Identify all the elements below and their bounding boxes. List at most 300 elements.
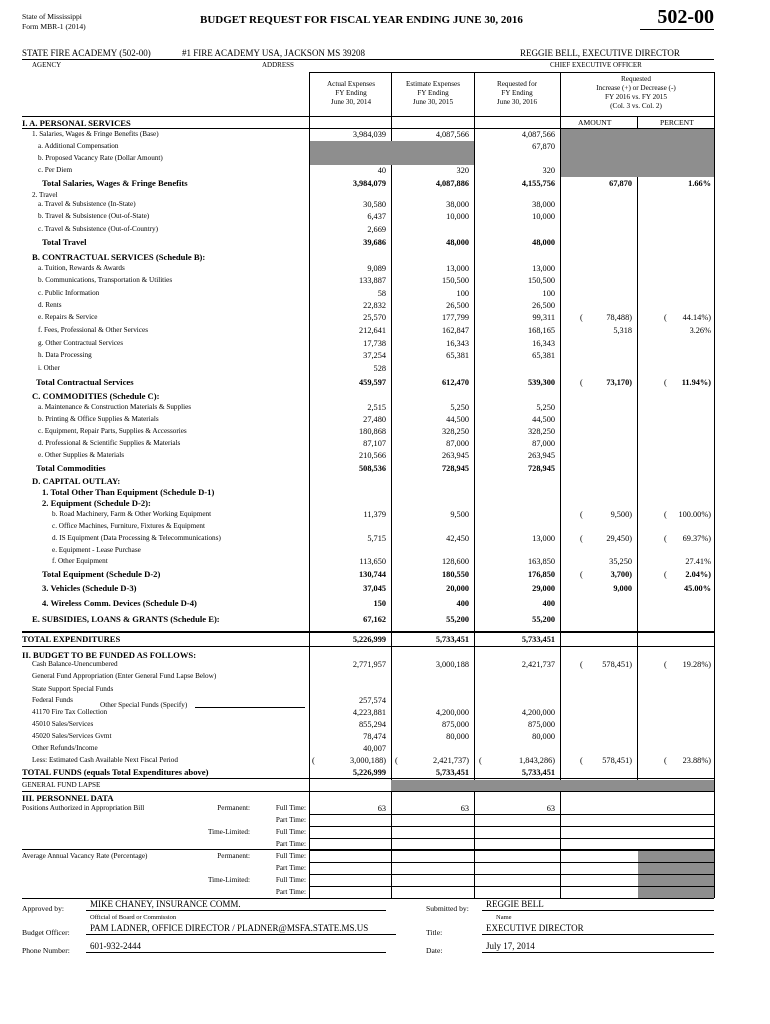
row-label: TOTAL FUNDS (equals Total Expenditures above): [22, 767, 209, 777]
paren-open: (: [580, 660, 583, 669]
row-label: b. Proposed Vacancy Rate (Dollar Amount): [38, 154, 163, 162]
cell-actual: 78,474: [363, 732, 386, 741]
budget-row: [22, 275, 714, 286]
cell-estimate: 177,799: [442, 313, 469, 322]
cell-requested: 100: [542, 289, 555, 298]
row-label: 45010 Sales/Services: [32, 720, 94, 728]
agency-name: STATE FIRE ACADEMY (502-00): [22, 48, 151, 58]
cell-estimate: 150,500: [442, 276, 469, 285]
row-label: 45020 Sales/Services Gvmt: [32, 732, 112, 740]
cell-actual: 212,641: [359, 326, 386, 335]
budget-row: [22, 338, 714, 349]
cell-estimate: 320: [456, 166, 469, 175]
cell-actual: 528: [373, 364, 386, 373]
budget-row: [22, 755, 714, 766]
cell-estimate: 48,000: [446, 238, 469, 247]
row-label: a. Tuition, Rewards & Awards: [38, 264, 125, 272]
cell-amount: 78,488): [606, 313, 632, 322]
cell-requested: 5,733,451: [521, 768, 555, 777]
row-label: I. A. PERSONAL SERVICES: [22, 118, 131, 128]
budget-row: [22, 224, 714, 235]
personnel-mid: Permanent:: [217, 852, 250, 860]
paren-open: (: [664, 660, 667, 669]
budget-row: [22, 199, 714, 210]
cell-estimate: 263,945: [442, 451, 469, 460]
cell-requested: 13,000: [532, 264, 555, 273]
date-label: Date:: [426, 946, 443, 955]
row-label: c. Public Information: [38, 289, 100, 297]
form-label: Form MBR-1 (2014): [22, 22, 86, 31]
row-label: State Support Special Funds: [32, 685, 114, 693]
cell-actual: 22,832: [363, 301, 386, 310]
row-label: Cash Balance-Unencumbered: [32, 660, 118, 668]
cell-requested: 1,843,286): [519, 756, 555, 765]
cell-estimate: 20,000: [446, 584, 469, 593]
col-actual-header: Actual Expenses FY Ending June 30, 2014: [326, 80, 376, 106]
budget-row: [22, 487, 714, 498]
budget-officer-name: PAM LADNER, OFFICE DIRECTOR / PLADNER@MSFA.STATE.MS.US: [86, 922, 396, 935]
cell-actual: 2,669: [367, 225, 386, 234]
row-label: g. Other Contractual Services: [38, 339, 124, 347]
row-label: Less: Estimated Cash Available Next Fiscal Period: [32, 756, 178, 764]
cell-percent: 19.28%): [682, 660, 711, 669]
submitted-name: REGGIE BELL: [482, 898, 714, 911]
row-label: b. Printing & Office Supplies & Materials: [38, 415, 159, 423]
budget-row: [22, 363, 714, 374]
personnel-mid: Time-Limited:: [207, 828, 250, 836]
personnel-right: Part Time:: [275, 816, 306, 824]
cell-requested: 2,421,737: [521, 660, 555, 669]
cell-actual: 40,007: [363, 744, 386, 753]
budget-row: [22, 153, 714, 164]
budget-row: [22, 463, 714, 474]
cell-requested: 29,000: [532, 584, 555, 593]
cell-requested: 13,000: [532, 534, 555, 543]
cell-requested: 5,250: [536, 403, 555, 412]
row-label: II. BUDGET TO BE FUNDED AS FOLLOWS:: [22, 650, 197, 660]
budget-row: [22, 556, 714, 567]
agency-address: #1 FIRE ACADEMY USA, JACKSON MS 39208: [182, 48, 365, 58]
budget-row: [22, 300, 714, 311]
title-value: EXECUTIVE DIRECTOR: [482, 922, 714, 935]
row-label: 3. Vehicles (Schedule D-3): [42, 583, 137, 593]
cell-estimate: 10,000: [446, 212, 469, 221]
budget-row: [22, 377, 714, 388]
cell-percent: 27.41%: [685, 557, 711, 566]
cell-estimate: 875,000: [442, 720, 469, 729]
row-label: b. Communications, Transportation & Utilities: [38, 276, 173, 284]
budget-row: [22, 252, 714, 263]
paren-open: (: [395, 756, 398, 765]
cell-requested: 67,870: [532, 142, 555, 151]
cell-requested: 320: [542, 166, 555, 175]
cell-percent: 23.88%): [682, 756, 711, 765]
cell-estimate: 9,500: [450, 510, 469, 519]
row-label: i. Other: [38, 364, 60, 372]
cell-estimate: 100: [456, 289, 469, 298]
row-label: f. Other Equipment: [52, 557, 108, 565]
cell-percent: 11.94%): [681, 378, 711, 387]
cell-estimate: 63: [460, 804, 469, 813]
budget-row: [22, 803, 714, 814]
row-label: c. Equipment, Repair Parts, Supplies & Accessories: [38, 427, 187, 435]
budget-row: [22, 533, 714, 544]
cell-estimate: 728,945: [442, 464, 469, 473]
personnel-right: Part Time:: [275, 888, 306, 896]
cell-actual: 87,107: [363, 439, 386, 448]
title-label: Title:: [426, 928, 443, 937]
budget-row: [22, 767, 714, 778]
cell-requested: 400: [542, 599, 555, 608]
budget-row: [22, 178, 714, 189]
budget-row: [22, 414, 714, 425]
row-label: TOTAL EXPENDITURES: [22, 634, 121, 644]
phone-label: Phone Number:: [22, 946, 70, 955]
row-label: GENERAL FUND LAPSE: [22, 781, 101, 789]
cell-estimate: 65,381: [446, 351, 469, 360]
cell-actual: 40: [377, 166, 386, 175]
cell-amount: 29,450): [606, 534, 632, 543]
cell-requested: 263,945: [528, 451, 555, 460]
cell-percent: 44.14%): [682, 313, 711, 322]
row-label: e. Other Supplies & Materials: [38, 451, 125, 459]
personnel-right: Full Time:: [275, 804, 306, 812]
row-label: 2. Equipment (Schedule D-2):: [42, 498, 151, 508]
director-name: REGGIE BELL, EXECUTIVE DIRECTOR: [520, 48, 680, 58]
paren-open: (: [580, 510, 583, 519]
row-label: Total Salaries, Wages & Fringe Benefits: [42, 178, 188, 188]
cell-requested: 4,087,566: [521, 130, 555, 139]
row-label: 1. Total Other Than Equipment (Schedule D-1): [42, 487, 215, 497]
row-label: Total Contractual Services: [36, 377, 134, 387]
personnel-right: Part Time:: [275, 840, 306, 848]
officer-caption: CHIEF EXECUTIVE OFFICER: [550, 61, 642, 69]
row-label: Federal Funds: [32, 696, 73, 704]
cell-estimate: 55,200: [446, 615, 469, 624]
cell-requested: 16,343: [532, 339, 555, 348]
cell-actual: 5,715: [367, 534, 386, 543]
cell-amount: 578,451): [602, 660, 632, 669]
cell-estimate: 2,421,737): [433, 756, 469, 765]
agency-caption: AGENCY: [32, 61, 62, 69]
row-label: Total Commodities: [36, 463, 106, 473]
paren-open: (: [479, 756, 482, 765]
row-label: 4. Wireless Comm. Devices (Schedule D-4): [42, 598, 197, 608]
cell-requested: 99,311: [532, 313, 555, 322]
budget-row: [22, 438, 714, 449]
cell-estimate: 162,847: [442, 326, 469, 335]
cell-amount: 73,170): [606, 378, 632, 387]
cell-actual: 3,984,039: [352, 130, 386, 139]
paren-open: (: [664, 378, 667, 387]
paren-open: (: [580, 534, 583, 543]
cell-estimate: 3,000,188: [435, 660, 469, 669]
budget-row: [22, 509, 714, 520]
cell-requested: 539,300: [528, 378, 555, 387]
budget-row: [22, 743, 714, 754]
personnel-right: Full Time:: [275, 876, 306, 884]
row-label: Other Refunds/Income: [32, 744, 98, 752]
budget-row: [22, 598, 714, 609]
budget-row: [22, 263, 714, 274]
cell-amount: 67,870: [609, 179, 632, 188]
cell-requested: 87,000: [532, 439, 555, 448]
paren-open: (: [664, 570, 667, 579]
personnel-right: Part Time:: [275, 864, 306, 872]
cell-amount: 9,000: [613, 584, 632, 593]
phone-value: 601-932-2444: [86, 940, 386, 953]
budget-row: [22, 325, 714, 336]
budget-row: [22, 659, 714, 670]
row-label: d. Rents: [38, 301, 62, 309]
budget-row: [22, 165, 714, 176]
paren-open: (: [580, 313, 583, 322]
budget-row: [22, 402, 714, 413]
cell-requested: 168,165: [528, 326, 555, 335]
col-percent-header: PERCENT: [660, 118, 694, 127]
cell-requested: 44,500: [532, 415, 555, 424]
cell-estimate: 26,500: [446, 301, 469, 310]
personnel-right: Full Time:: [275, 852, 306, 860]
row-label: c. Office Machines, Furniture, Fixtures & Equipment: [52, 522, 205, 530]
cell-estimate: 16,343: [446, 339, 469, 348]
col-estimate-header: Estimate Expenses FY Ending June 30, 2015: [405, 80, 461, 106]
cell-estimate: 4,087,566: [435, 130, 469, 139]
submitted-sub: Name: [496, 914, 512, 921]
budget-row: [22, 634, 714, 645]
state-label: State of Mississippi: [22, 12, 82, 21]
cell-actual: 2,515: [367, 403, 386, 412]
cell-actual: 17,738: [363, 339, 386, 348]
cell-actual: 37,254: [363, 351, 386, 360]
budget-row: [22, 498, 714, 509]
cell-percent: 69.37%): [682, 534, 711, 543]
personnel-mid: Time-Limited:: [207, 876, 250, 884]
budget-row: [22, 521, 714, 532]
cell-estimate: 128,600: [442, 557, 469, 566]
col-amount-header: AMOUNT: [578, 118, 612, 127]
cell-actual: 508,536: [359, 464, 386, 473]
cell-actual: 5,226,999: [352, 768, 386, 777]
cell-requested: 55,200: [532, 615, 555, 624]
budget-officer-label: Budget Officer:: [22, 928, 70, 937]
cell-actual: 11,379: [363, 510, 386, 519]
cell-requested: 10,000: [532, 212, 555, 221]
cell-actual: 25,570: [363, 313, 386, 322]
row-label: a. Additional Compensation: [38, 142, 119, 150]
personnel-mid: Permanent:: [217, 804, 250, 812]
cell-actual: 3,000,188): [350, 756, 386, 765]
budget-row: [22, 545, 714, 556]
approved-label: Approved by:: [22, 904, 64, 913]
cell-percent: 3.26%: [689, 326, 711, 335]
cell-actual: 58: [377, 289, 386, 298]
budget-row: [22, 780, 714, 791]
cell-estimate: 80,000: [446, 732, 469, 741]
row-label: E. SUBSIDIES, LOANS & GRANTS (Schedule E):: [32, 614, 220, 624]
paren-open: (: [664, 534, 667, 543]
row-label: 1. Salaries, Wages & Fringe Benefits (Base): [32, 130, 159, 138]
cell-requested: 48,000: [532, 238, 555, 247]
budget-row: [22, 450, 714, 461]
cell-requested: 80,000: [532, 732, 555, 741]
paren-open: (: [664, 510, 667, 519]
row-label: 2. Travel: [32, 191, 58, 199]
paren-open: (: [580, 378, 583, 387]
date-value: July 17, 2014: [482, 940, 714, 953]
cell-actual: 5,226,999: [352, 635, 386, 644]
budget-row: [22, 237, 714, 248]
cell-estimate: 400: [456, 599, 469, 608]
cell-actual: 2,771,957: [352, 660, 386, 669]
cell-actual: 113,650: [359, 557, 386, 566]
cell-requested: 875,000: [528, 720, 555, 729]
cell-estimate: 87,000: [446, 439, 469, 448]
cell-estimate: 44,500: [446, 415, 469, 424]
cell-estimate: 38,000: [446, 200, 469, 209]
cell-amount: 35,250: [609, 557, 632, 566]
row-label: d. Professional & Scientific Supplies & Materials: [38, 439, 181, 447]
row-label: General Fund Appropriation (Enter General Fund Lapse Below): [32, 672, 217, 680]
cell-estimate: 4,087,886: [435, 179, 469, 188]
budget-row: [22, 583, 714, 594]
cell-actual: 855,294: [359, 720, 386, 729]
budget-row: [22, 391, 714, 402]
cell-actual: 459,597: [359, 378, 386, 387]
row-label: b. Road Machinery, Farm & Other Working Equipment: [52, 510, 212, 518]
row-label: e. Equipment - Lease Purchase: [52, 546, 141, 554]
cell-estimate: 5,733,451: [435, 635, 469, 644]
personnel-left: Average Annual Vacancy Rate (Percentage): [22, 852, 148, 860]
row-label: Positions Authorized in Appropriation Bill: [22, 804, 145, 812]
row-label: a. Travel & Subsistence (In-State): [38, 200, 136, 208]
row-label: C. COMMODITIES (Schedule C):: [32, 391, 160, 401]
other-special-funds-label: Other Special Funds (Specify): [100, 701, 188, 709]
budget-row: [22, 118, 714, 129]
submitted-label: Submitted by:: [426, 904, 469, 913]
paren-open: (: [664, 756, 667, 765]
cell-estimate: 328,250: [442, 427, 469, 436]
cell-actual: 37,045: [363, 584, 386, 593]
cell-requested: 150,500: [528, 276, 555, 285]
budget-row: [22, 684, 714, 695]
cell-actual: 150: [373, 599, 386, 608]
cell-requested: 5,733,451: [521, 635, 555, 644]
budget-row: [22, 476, 714, 487]
cell-requested: 38,000: [532, 200, 555, 209]
cell-actual: 3,984,079: [352, 179, 386, 188]
row-label: B. CONTRACTUAL SERVICES (Schedule B):: [32, 252, 206, 262]
cell-actual: 39,686: [363, 238, 386, 247]
row-label: c. Per Diem: [38, 166, 73, 174]
paren-open: (: [312, 756, 315, 765]
budget-row: [22, 312, 714, 323]
cell-estimate: 13,000: [446, 264, 469, 273]
cell-actual: 133,887: [359, 276, 386, 285]
row-label: D. CAPITAL OUTLAY:: [32, 476, 121, 486]
budget-row: [22, 719, 714, 730]
cell-actual: 27,480: [363, 415, 386, 424]
cell-requested: 728,945: [528, 464, 555, 473]
budget-row: [22, 569, 714, 580]
budget-row: [22, 350, 714, 361]
cell-amount: 578,451): [602, 756, 632, 765]
cell-actual: 30,580: [363, 200, 386, 209]
cell-actual: 4,223,881: [352, 708, 386, 717]
cell-estimate: 4,200,000: [435, 708, 469, 717]
paren-open: (: [580, 756, 583, 765]
col-change-header: Requested Increase (+) or Decrease (-) FY 2016 vs. FY 2015 (Col. 3 vs. Col. 2): [596, 75, 676, 110]
paren-open: (: [664, 313, 667, 322]
budget-row: [22, 426, 714, 437]
cell-requested: 4,200,000: [521, 708, 555, 717]
cell-actual: 180,868: [359, 427, 386, 436]
cell-percent: 45.00%: [684, 584, 711, 593]
cell-estimate: 5,733,451: [435, 768, 469, 777]
row-label: b. Travel & Subsistence (Out-of-State): [38, 212, 150, 220]
cell-estimate: 42,450: [446, 534, 469, 543]
row-label: Total Travel: [42, 237, 87, 247]
row-label: f. Fees, Professional & Other Services: [38, 326, 148, 334]
paren-open: (: [580, 570, 583, 579]
address-caption: ADDRESS: [262, 61, 294, 69]
cell-requested: 328,250: [528, 427, 555, 436]
row-label: Total Equipment (Schedule D-2): [42, 569, 161, 579]
agency-code: 502-00: [640, 6, 714, 30]
budget-row: [22, 211, 714, 222]
budget-row: [22, 614, 714, 625]
cell-actual: 63: [377, 804, 386, 813]
cell-requested: 26,500: [532, 301, 555, 310]
budget-row: [22, 288, 714, 299]
row-label: a. Maintenance & Construction Materials & Supplies: [38, 403, 192, 411]
cell-actual: 257,574: [359, 696, 386, 705]
personnel-right: Full Time:: [275, 828, 306, 836]
cell-percent: 100.00%): [678, 510, 711, 519]
cell-requested: 4,155,756: [521, 179, 555, 188]
cell-actual: 9,089: [367, 264, 386, 273]
cell-actual: 130,744: [359, 570, 386, 579]
budget-row: [22, 731, 714, 742]
row-label: 41170 Fire Tax Collection: [32, 708, 108, 716]
budget-row: [22, 671, 714, 682]
budget-row: [22, 129, 714, 140]
row-label: III. PERSONNEL DATA: [22, 793, 114, 803]
cell-percent: 1.66%: [688, 179, 711, 188]
cell-actual: 67,162: [363, 615, 386, 624]
row-label: e. Repairs & Service: [38, 313, 98, 321]
approved-name: MIKE CHANEY, INSURANCE COMM.: [86, 898, 386, 911]
cell-amount: 3,700): [610, 570, 632, 579]
row-label: c. Travel & Subsistence (Out-of-Country): [38, 225, 158, 233]
cell-requested: 176,850: [528, 570, 555, 579]
cell-requested: 65,381: [532, 351, 555, 360]
cell-amount: 5,318: [613, 326, 632, 335]
cell-amount: 9,500): [610, 510, 632, 519]
row-label: d. IS Equipment (Data Processing & Telecommunications): [52, 534, 221, 542]
cell-estimate: 180,550: [442, 570, 469, 579]
cell-actual: 6,437: [367, 212, 386, 221]
col-requested-header: Requested for FY Ending June 30, 2016: [496, 80, 538, 106]
cell-requested: 163,850: [528, 557, 555, 566]
row-label: h. Data Processing: [38, 351, 92, 359]
cell-actual: 210,566: [359, 451, 386, 460]
cell-requested: 63: [546, 804, 555, 813]
cell-estimate: 5,250: [450, 403, 469, 412]
cell-percent: 2.04%): [685, 570, 711, 579]
cell-estimate: 612,470: [442, 378, 469, 387]
budget-row: [22, 141, 714, 152]
